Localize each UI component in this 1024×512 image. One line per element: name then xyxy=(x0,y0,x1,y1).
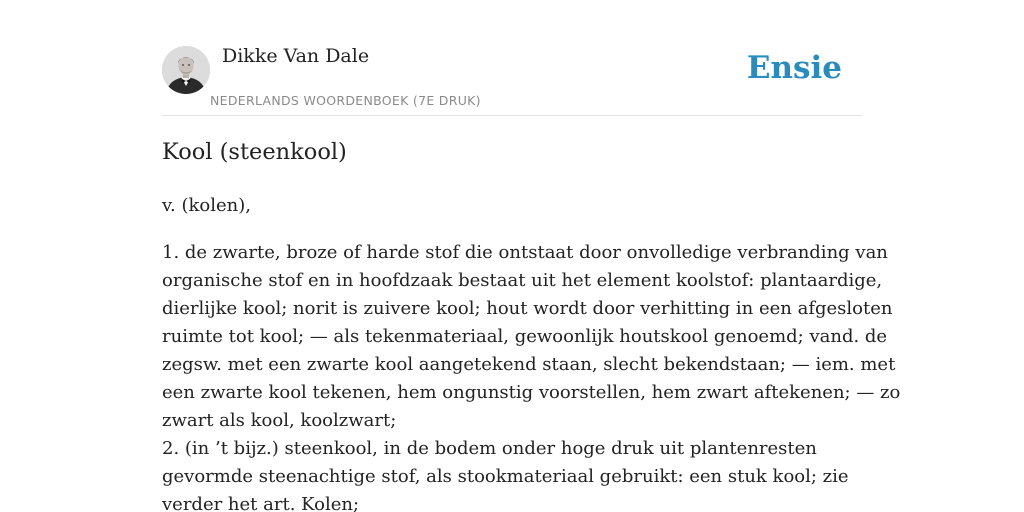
avatar[interactable] xyxy=(162,46,210,94)
header xyxy=(162,0,862,116)
entry-definition xyxy=(162,239,901,512)
definition-line: een zwarte kool tekenen, hem ongunstig voorstellen, hem zwart aftekenen; — zo xyxy=(162,382,901,403)
definition-line: dierlijke kool; norit is zuivere kool; hout wordt door verhitting in een afgesloten xyxy=(162,298,893,319)
definition-line: organische stof en in hoofdzaak bestaat uit het element koolstof: plantaardige, xyxy=(162,270,883,291)
content-container xyxy=(162,0,901,512)
definition-line: 2. (in ’t bijz.) steenkool, in de bodem onder hoge druk uit plantenresten xyxy=(162,438,817,459)
author-name[interactable]: Dikke Van Dale xyxy=(222,45,370,67)
definition-line: ruimte tot kool; — als tekenmateriaal, gewoonlijk houtskool genoemd; vand. de xyxy=(162,326,888,347)
definition-line: verder het art. Kolen; xyxy=(162,494,360,512)
source-title[interactable]: NEDERLANDS WOORDENBOEK (7E DRUK) xyxy=(210,93,481,108)
ensie-logo[interactable]: Ensie xyxy=(746,50,842,86)
definition-line: zwart als kool, koolzwart; xyxy=(162,410,397,431)
entry-title: Kool (steenkool) xyxy=(162,139,347,165)
definition-line: gevormde steenachtige stof, als stookmateriaal gebruikt: een stuk kool; zie xyxy=(162,466,849,487)
portrait-photo-icon xyxy=(162,46,210,94)
definition-line: 1. de zwarte, broze of harde stof die ontstaat door onvolledige verbranding van xyxy=(162,242,888,263)
entry-grammar: v. (kolen), xyxy=(162,195,251,216)
definition-line: zegsw. met een zwarte kool aangetekend staan, slecht bekendstaan; — iem. met xyxy=(162,354,896,375)
